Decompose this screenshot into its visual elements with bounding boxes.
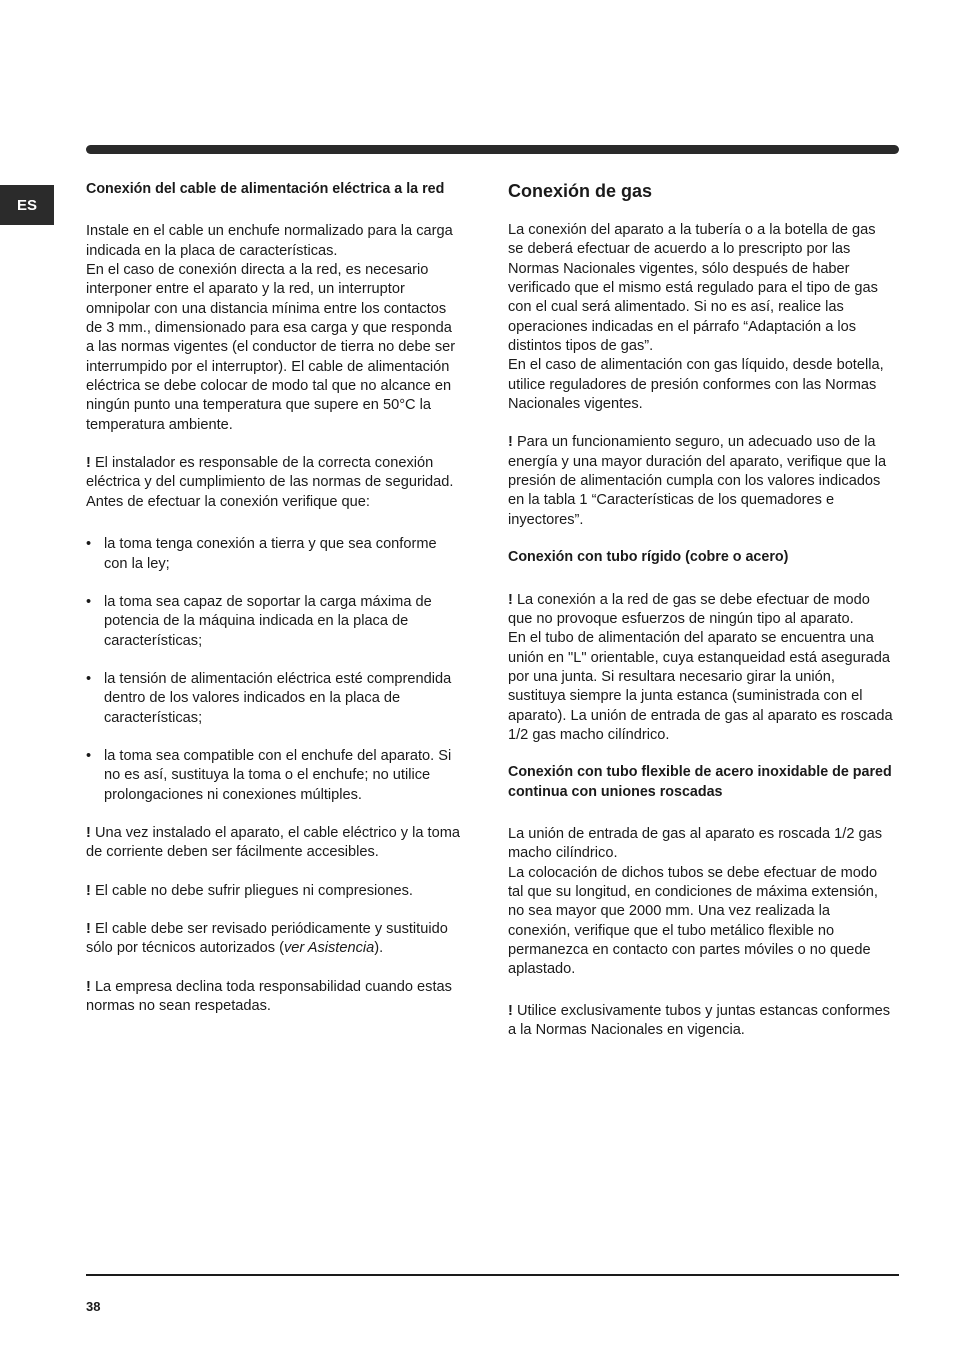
list-item: • la toma sea capaz de soportar la carga máxima de potencia de la máquina indicada en la placa de características; — [86, 593, 432, 649]
right-column — [508, 180, 893, 1040]
warning-gas-network: ! La conexión a la red de gas se debe efectuar de modo que no provoque esfuerzos de ningún tipo al aparato. — [508, 591, 870, 627]
supply-pipe-paragraph: En el tubo de alimentación del aparato se encuentra una unión en "L" orientable, cuya estanqueidad está asegurada por una junta. Si resultara necesario girar la unión, sustituya siempre la junta estanca (suministrada con el aparato). La unión de entrada de gas al aparato es roscada 1/2 gas macho cilíndrico. — [508, 630, 893, 743]
bottom-divider — [86, 1274, 899, 1276]
gas-connection-heading: Conexión de gas — [508, 181, 653, 201]
warning-mark: ! — [508, 591, 513, 608]
warning-mark: ! — [86, 824, 91, 841]
assistance-reference: ver Asistencia — [283, 940, 375, 957]
bullet-icon: • — [86, 593, 92, 610]
list-item: • la tensión de alimentación eléctrica esté comprendida dentro de los valores indicados en la placa de características; — [86, 670, 452, 726]
warning-revision: ! El cable debe ser revisado periódicamente y sustituido sólo por técnicos autorizados (ver Asistencia). — [86, 920, 448, 957]
page-number: 38 — [86, 1299, 101, 1314]
liquid-gas-paragraph: En el caso de alimentación con gas líquido, desde botella, utilice reguladores de presión conformes con las Normas Nacionales vigentes. — [508, 357, 884, 413]
warning-mark: ! — [86, 920, 91, 937]
gas-inlet-paragraph: La unión de entrada de gas al aparato es roscada 1/2 gas macho cilíndrico. — [508, 825, 883, 862]
gas-connection-paragraph: La conexión del aparato a la tubería o a la botella de gas se deberá efectuar de acuerdo a lo prescripto por las Normas Nacionales vigentes, sólo después de haber verificado que el mismo está regulado para el tipo de gas con el cual será alimentado. Si no es así, realice las operaciones indicadas en el párrafo “Adaptación a los distintos tipos de gas”. — [508, 222, 878, 355]
bullet-icon: • — [86, 747, 92, 764]
warning-responsibility: ! La empresa declina toda responsabilidad cuando estas normas no sean respetadas. — [86, 978, 452, 1014]
flexible-pipe-heading: Conexión con tubo flexible de acero inoxidable de pared continua con uniones roscadas — [508, 764, 892, 800]
left-column — [86, 180, 464, 1016]
warning-folds: ! El cable no debe sufrir pliegues ni compresiones. — [86, 882, 413, 899]
bullet-icon: • — [86, 670, 92, 687]
language-tab: ES — [0, 185, 54, 225]
list-item: • la toma tenga conexión a tierra y que sea conforme con la ley; — [86, 536, 437, 572]
warning-seals: ! Utilice exclusivamente tubos y juntas estancas conformes a la Normas Nacionales en vigencia. — [508, 1002, 891, 1039]
warning-accessible: ! Una vez instalado el aparato, el cable eléctrico y la toma de corriente deben ser fácilmente accesibles. — [86, 824, 460, 861]
warning-mark: ! — [86, 978, 91, 995]
warning-mark: ! — [508, 1002, 513, 1019]
warning-pressure: ! Para un funcionamiento seguro, un adecuado uso de la energía y una mayor duración del aparato, verifique que la presión de alimentación cumpla con los valores indicados en la tabla 1 “Características de los quemadores e inyectores”. — [508, 434, 887, 528]
top-divider-bar — [86, 145, 899, 154]
warning-mark: ! — [86, 882, 91, 899]
list-item: • la toma sea compatible con el enchufe del aparato. Si no es así, sustituya la toma o el enchufe; no utilice prolongaciones ni conexiones múltiples. — [86, 747, 452, 803]
before-connection-text: Antes de efectuar la conexión verifique que: — [86, 493, 370, 510]
intro-paragraph: Instale en el cable un enchufe normalizado para la carga indicada en la placa de características. — [86, 223, 453, 259]
electrical-connection-heading: Conexión del cable de alimentación eléctrica a la red — [86, 181, 445, 197]
bullet-icon: • — [86, 536, 92, 553]
direct-connection-paragraph: En el caso de conexión directa a la red, es necesario interponer entre el aparato y la red, un interruptor omnipolar con una distancia mínima entre los contactos de 3 mm., dimensionado para esa carga y que responda a las normas vigentes (el conductor de tierra no debe ser interrumpido por el interruptor). El cable de alimentación eléctrica se debe colocar de modo tal que no alcance en ningún punto una temperatura que supere en 50°C la temperatura ambiente. — [86, 262, 456, 433]
pipe-placement-paragraph: La colocación de dichos tubos se debe efectuar de modo tal que su longitud, en condiciones de máxima extensión, no sea mayor que 2000 mm. Una vez realizada la conexión, verifique que el tubo metálico flexible no permanezca en contacto con partes móviles o no quede aplastado. — [508, 864, 878, 978]
warning-mark: ! — [86, 455, 91, 472]
warning-mark: ! — [508, 434, 513, 451]
rigid-pipe-heading: Conexión con tubo rígido (cobre o acero) — [508, 549, 789, 566]
warning-installer: ! El instalador es responsable de la correcta conexión eléctrica y del cumplimiento de las normas de seguridad. — [86, 455, 454, 491]
